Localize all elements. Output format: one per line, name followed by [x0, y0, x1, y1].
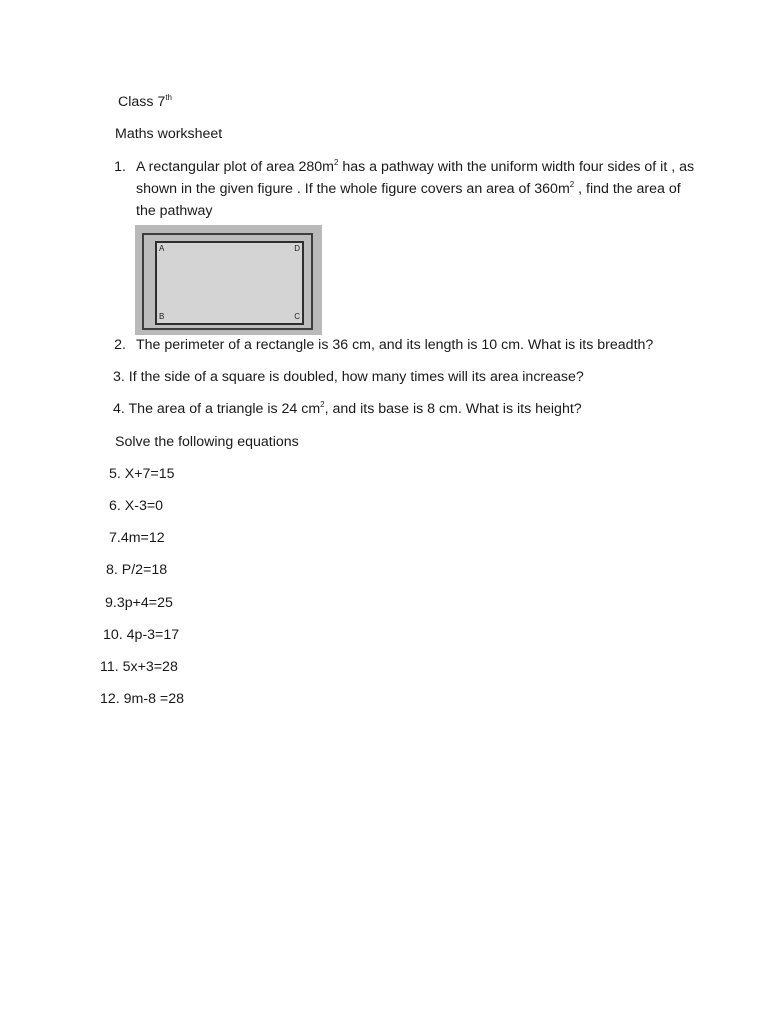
question-1-text: A rectangular plot of area $280m^2$ has a pathway with the uniform width four sides of it , as shown in the given figure . If the whole figure covers an area of $360m^2$ , find the area of the pathway — [136, 158, 695, 219]
worksheet-title: Maths worksheet — [115, 126, 223, 142]
question-2-number: 2. — [114, 337, 126, 353]
question-1-number: 1. — [114, 159, 126, 175]
class-superscript: th — [165, 93, 172, 102]
equation-11: 11. 5x+3=28 — [100, 659, 178, 675]
question-4-text: 4. The area of a triangle is 24 $cm^2$, and its base is 8 cm. What is its height? — [113, 400, 582, 417]
equation-6: 6. X-3=0 — [109, 498, 164, 514]
equations-heading: Solve the following equations — [115, 434, 299, 450]
corner-label-d: D — [294, 244, 300, 253]
inner-rectangle — [155, 241, 304, 325]
question-2-text: The perimeter of a rectangle is 36 cm, and its length is 10 cm. What is its breadth? — [136, 337, 654, 353]
pathway-figure — [135, 225, 322, 335]
equation-7: 7.4m=12 — [109, 530, 165, 546]
equation-10: 10. 4p-3=17 — [103, 627, 180, 643]
class-label: Class 7 — [118, 94, 166, 110]
equation-9: 9.3p+4=25 — [105, 595, 173, 611]
equation-8: 8. P/2=18 — [106, 562, 168, 578]
outer-rectangle — [142, 233, 313, 330]
question-3-text: 3. If the side of a square is doubled, how many times will its area increase? — [113, 369, 584, 385]
class-title — [118, 92, 172, 112]
equation-12: 12. 9m-8 =28 — [100, 691, 184, 707]
equation-5: 5. X+7=15 — [109, 466, 175, 482]
corner-label-a: A — [159, 244, 165, 253]
corner-label-c: C — [294, 312, 300, 321]
corner-label-b: B — [159, 312, 165, 321]
